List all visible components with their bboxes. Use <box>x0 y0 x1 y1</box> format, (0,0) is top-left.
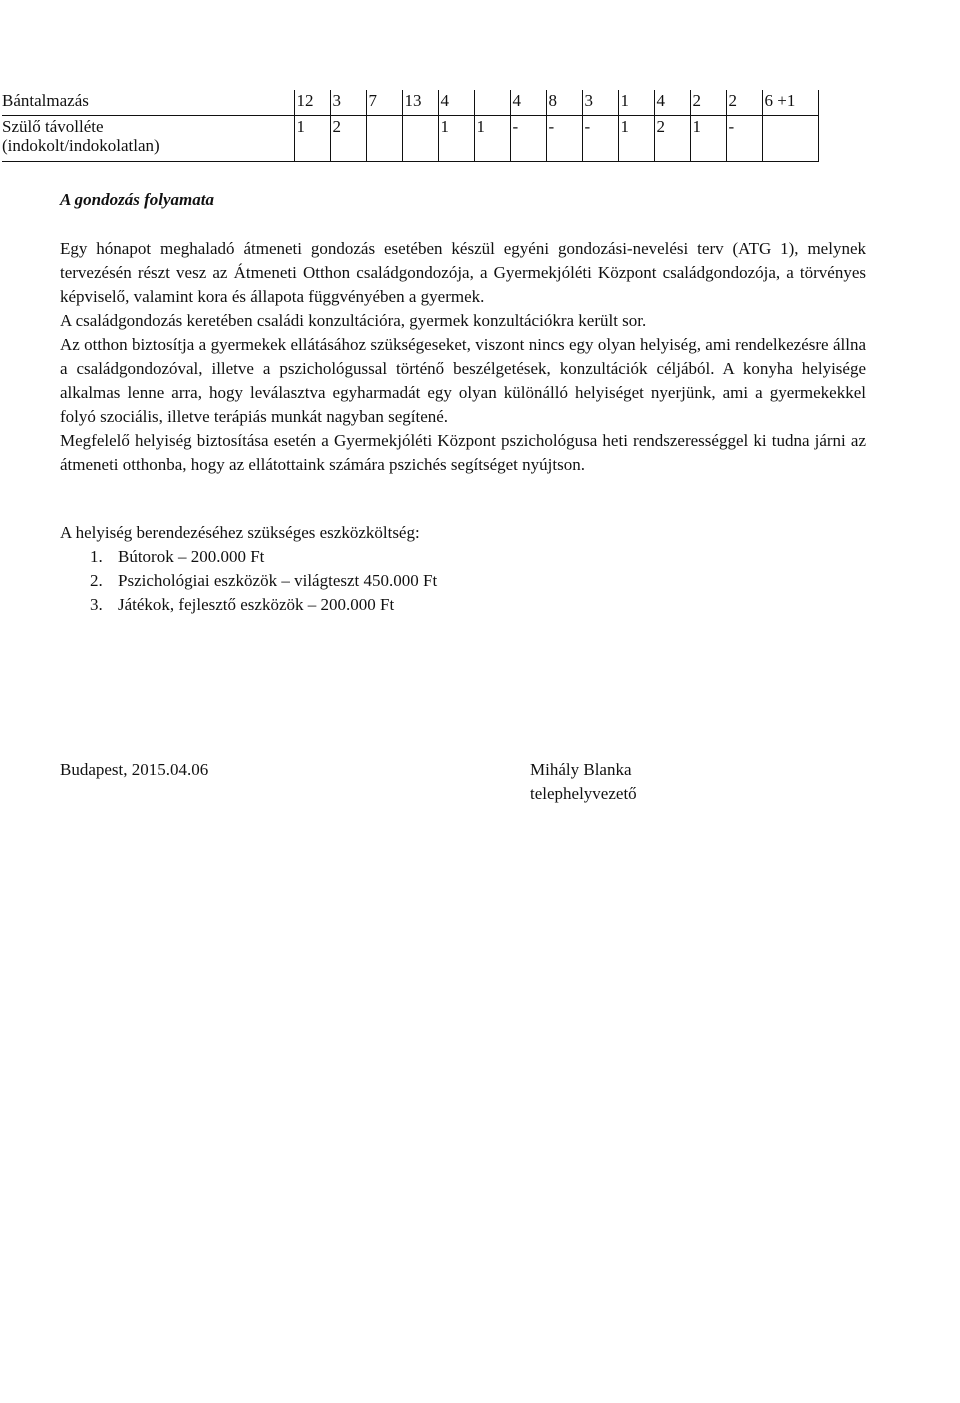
list-number: 1. <box>90 547 103 566</box>
cost-list <box>60 545 866 617</box>
section-title: A gondozás folyamata <box>60 190 214 209</box>
list-item <box>60 569 866 593</box>
table-cell: - <box>582 116 618 162</box>
row-label <box>2 116 294 162</box>
table-cell: - <box>510 116 546 162</box>
signer-name: Mihály Blanka <box>530 760 632 779</box>
paragraph: Az otthon biztosítja a gyermekek ellátásához szükségeseket, viszont nincs egy olyan helyiség, ami rendelkezésre állna a családgondozóval, illetve a pszichológussal történő beszélgetések, konzultációk céljából. A konyha helyisége alkalmas lenne arra, hogy leválasztva egyharmadát egy olyan különálló helyiséget nyerjünk, ami a gyermekekkel folyó szociális, illetve terápiás munkát nagyban segítené. <box>60 335 866 426</box>
table-cell: - <box>546 116 582 162</box>
table-cell: 1 <box>474 116 510 162</box>
table-cell <box>402 116 438 162</box>
statistics-table <box>2 90 819 162</box>
signature-block <box>530 758 637 806</box>
list-number: 2. <box>90 571 103 590</box>
table-cell: 1 <box>618 116 654 162</box>
table-cell: 13 <box>402 90 438 116</box>
table-cell: 1 <box>438 116 474 162</box>
cost-section <box>60 521 866 617</box>
table-cell: 2 <box>726 90 762 116</box>
table-cell: 2 <box>654 116 690 162</box>
cost-intro: A helyiség berendezéséhez szükséges eszközköltség: <box>60 523 420 542</box>
table-cell: 4 <box>438 90 474 116</box>
table-row <box>2 90 818 116</box>
table-cell <box>762 116 818 162</box>
table-cell: - <box>726 116 762 162</box>
table-cell: 3 <box>582 90 618 116</box>
table-cell: 1 <box>294 116 330 162</box>
list-text: Pszichológiai eszközök – világteszt 450.000 Ft <box>118 571 438 590</box>
table-cell: 1 <box>690 116 726 162</box>
table-cell: 7 <box>366 90 402 116</box>
table-row <box>2 116 818 162</box>
body-text <box>60 237 866 477</box>
row-label-line: (indokolt/indokolatlan) <box>2 136 160 155</box>
table-cell: 1 <box>618 90 654 116</box>
list-number: 3. <box>90 595 103 614</box>
place-date: Budapest, 2015.04.06 <box>60 760 209 779</box>
table-cell: 2 <box>330 116 366 162</box>
table-cell: 6 +1 <box>762 90 818 116</box>
table-cell <box>474 90 510 116</box>
paragraph: A családgondozás keretében családi konzultációra, gyermek konzultációkra került sor. <box>60 311 647 330</box>
table-cell: 4 <box>654 90 690 116</box>
table-cell: 8 <box>546 90 582 116</box>
list-item <box>60 545 866 569</box>
row-label: Bántalmazás <box>2 90 294 116</box>
list-text: Bútorok – 200.000 Ft <box>118 547 265 566</box>
table-cell <box>366 116 402 162</box>
paragraph: Egy hónapot meghaladó átmeneti gondozás esetében készül egyéni gondozási-nevelési terv (ATG 1), melynek tervezésén részt vesz az Átmeneti Otthon családgondozója, a Gyermekjóléti Központ családgondozója, a törvényes képviselő, valamint kora és állapota függvényében a gyermek. <box>60 239 866 306</box>
paragraph: Megfelelő helyiség biztosítása esetén a Gyermekjóléti Központ pszichológusa heti rendszerességgel ki tudna járni az átmeneti otthonba, hogy az ellátottaink számára pszichés segítséget nyújtson. <box>60 431 866 474</box>
table-cell: 3 <box>330 90 366 116</box>
list-text: Játékok, fejlesztő eszközök – 200.000 Ft <box>118 595 395 614</box>
table-cell: 12 <box>294 90 330 116</box>
table-cell: 4 <box>510 90 546 116</box>
list-item <box>60 593 866 617</box>
row-label-line: Szülő távolléte <box>2 117 104 136</box>
table-cell: 2 <box>690 90 726 116</box>
signer-title: telephelyvezető <box>530 784 637 803</box>
